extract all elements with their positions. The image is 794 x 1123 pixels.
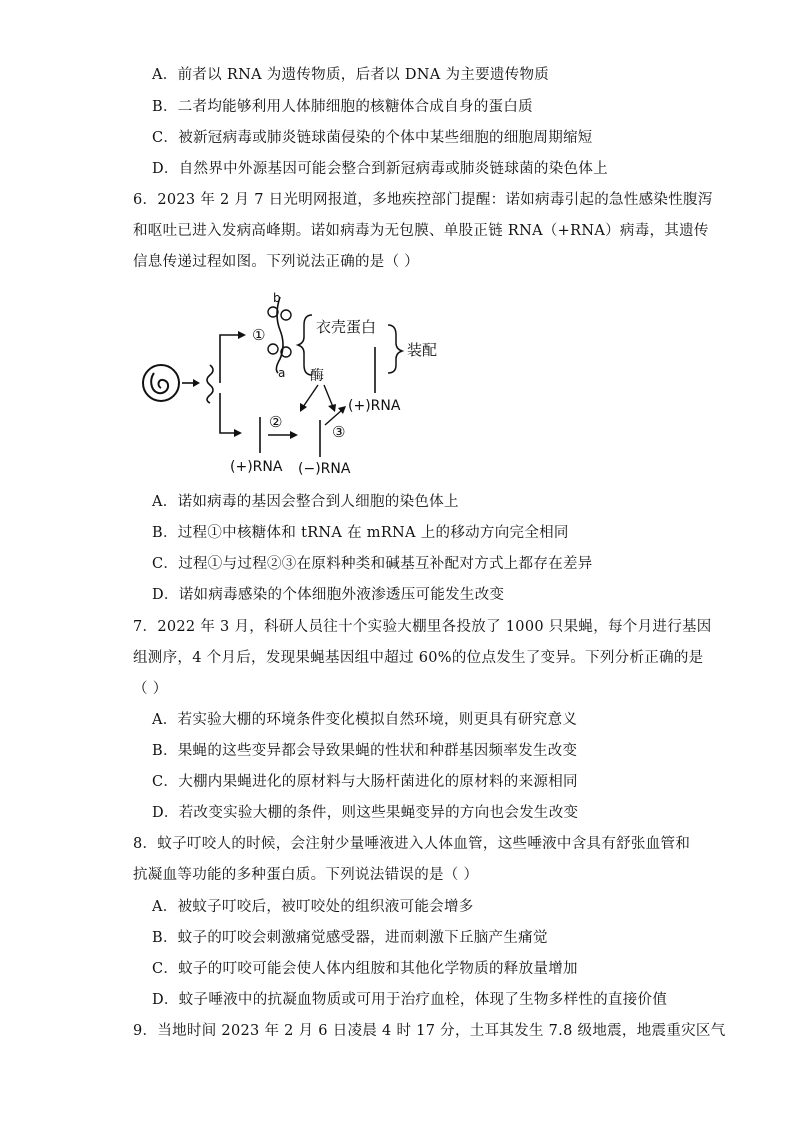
q6-stem-line-1: 6．2023 年 2 月 7 日光明网报道，多地疾控部门提醒：诺如病毒引起的急性感染性腹泻 xyxy=(133,192,713,208)
q6-diagram xyxy=(130,285,460,480)
q8-stem-line-1: 8．蚊子叮咬人的时候，会注射少量唾液进入人体血管，这些唾液中含具有舒张血管和 xyxy=(133,836,691,852)
q5-option-a: A．前者以 RNA 为遗传物质，后者以 DNA 为主要遗传物质 xyxy=(152,67,550,83)
q8-option-b: B．蚊子的叮咬会刺激痛觉感受器，进而刺激下丘脑产生痛觉 xyxy=(152,930,548,946)
q8-option-c: C．蚊子的叮咬可能会使人体内组胺和其他化学物质的释放量增加 xyxy=(152,961,578,977)
q7-option-a: A．若实验大棚的环境条件变化模拟自然环境，则更具有研究意义 xyxy=(152,712,578,728)
q9-stem-line-1: 9．当地时间 2023 年 2 月 6 日凌晨 4 时 17 分，土耳其发生 7.8 级地震，地震重灾区气 xyxy=(133,1023,726,1039)
label-b: b xyxy=(273,291,281,305)
q5-option-b: B．二者均能够利用人体肺细胞的核糖体合成自身的蛋白质 xyxy=(152,99,533,115)
q5-option-c: C．被新冠病毒或肺炎链球菌侵染的个体中某些细胞的细胞周期缩短 xyxy=(152,130,593,146)
q7-option-b: B．果蝇的这些变异都会导致果蝇的性状和种群基因频率发生改变 xyxy=(152,743,578,759)
step-3-label: ③ xyxy=(332,423,346,441)
q7-stem-line-3: （ ） xyxy=(133,681,168,697)
q8-stem-line-2: 抗凝血等功能的多种蛋白质。下列说法错误的是（ ） xyxy=(133,867,479,883)
q8-option-d: D．蚊子唾液中的抗凝血物质或可用于治疗血栓，体现了生物多样性的直接价值 xyxy=(152,992,668,1008)
q7-stem-line-1: 7．2022 年 3 月，科研人员往十个实验大棚里各投放了 1000 只果蝇，每个月进行基因 xyxy=(133,619,712,635)
q6-option-b: B．过程①中核糖体和 tRNA 在 mRNA 上的移动方向完全相同 xyxy=(152,525,569,541)
q6-option-d: D．诺如病毒感染的个体细胞外液渗透压可能发生改变 xyxy=(152,587,505,603)
step-1-label: ① xyxy=(252,326,266,344)
q6-stem-line-2: 和呕吐已进入发病高峰期。诺如病毒为无包膜、单股正链 RNA（+RNA）病毒，其遗传 xyxy=(133,223,709,239)
plus-rna-bottom-label: (+)RNA xyxy=(230,459,283,475)
q5-option-d: D．自然界中外源基因可能会整合到新冠病毒或肺炎链球菌的染色体上 xyxy=(152,161,608,177)
assembly-label: 装配 xyxy=(407,341,438,359)
q8-option-a: A．被蚊子叮咬后，被叮咬处的组织液可能会增多 xyxy=(152,899,474,915)
q7-option-c: C．大棚内果蝇进化的原材料与大肠杆菌进化的原材料的来源相同 xyxy=(152,774,578,790)
q6-option-c: C．过程①与过程②③在原料种类和碱基互补配对方式上都存在差异 xyxy=(152,556,593,572)
coat-protein-label: 衣壳蛋白 xyxy=(316,318,377,336)
q6-option-a: A．诺如病毒的基因会整合到人细胞的染色体上 xyxy=(152,494,459,510)
minus-rna-label: (−)RNA xyxy=(298,461,351,477)
plus-rna-top-label: (+)RNA xyxy=(348,398,401,414)
q7-option-d: D．若改变实验大棚的条件，则这些果蝇变异的方向也会发生改变 xyxy=(152,805,579,821)
enzyme-label: 酶 xyxy=(310,368,324,384)
virus-icon xyxy=(143,365,179,401)
q7-stem-line-2: 组测序，4 个月后，发现果蝇基因组中超过 60%的位点发生了变异。下列分析正确的是 xyxy=(133,650,704,666)
label-a: a xyxy=(278,366,286,380)
step-2-label: ② xyxy=(269,413,283,431)
q6-stem-line-3: 信息传递过程如图。下列说法正确的是（ ） xyxy=(133,254,420,270)
